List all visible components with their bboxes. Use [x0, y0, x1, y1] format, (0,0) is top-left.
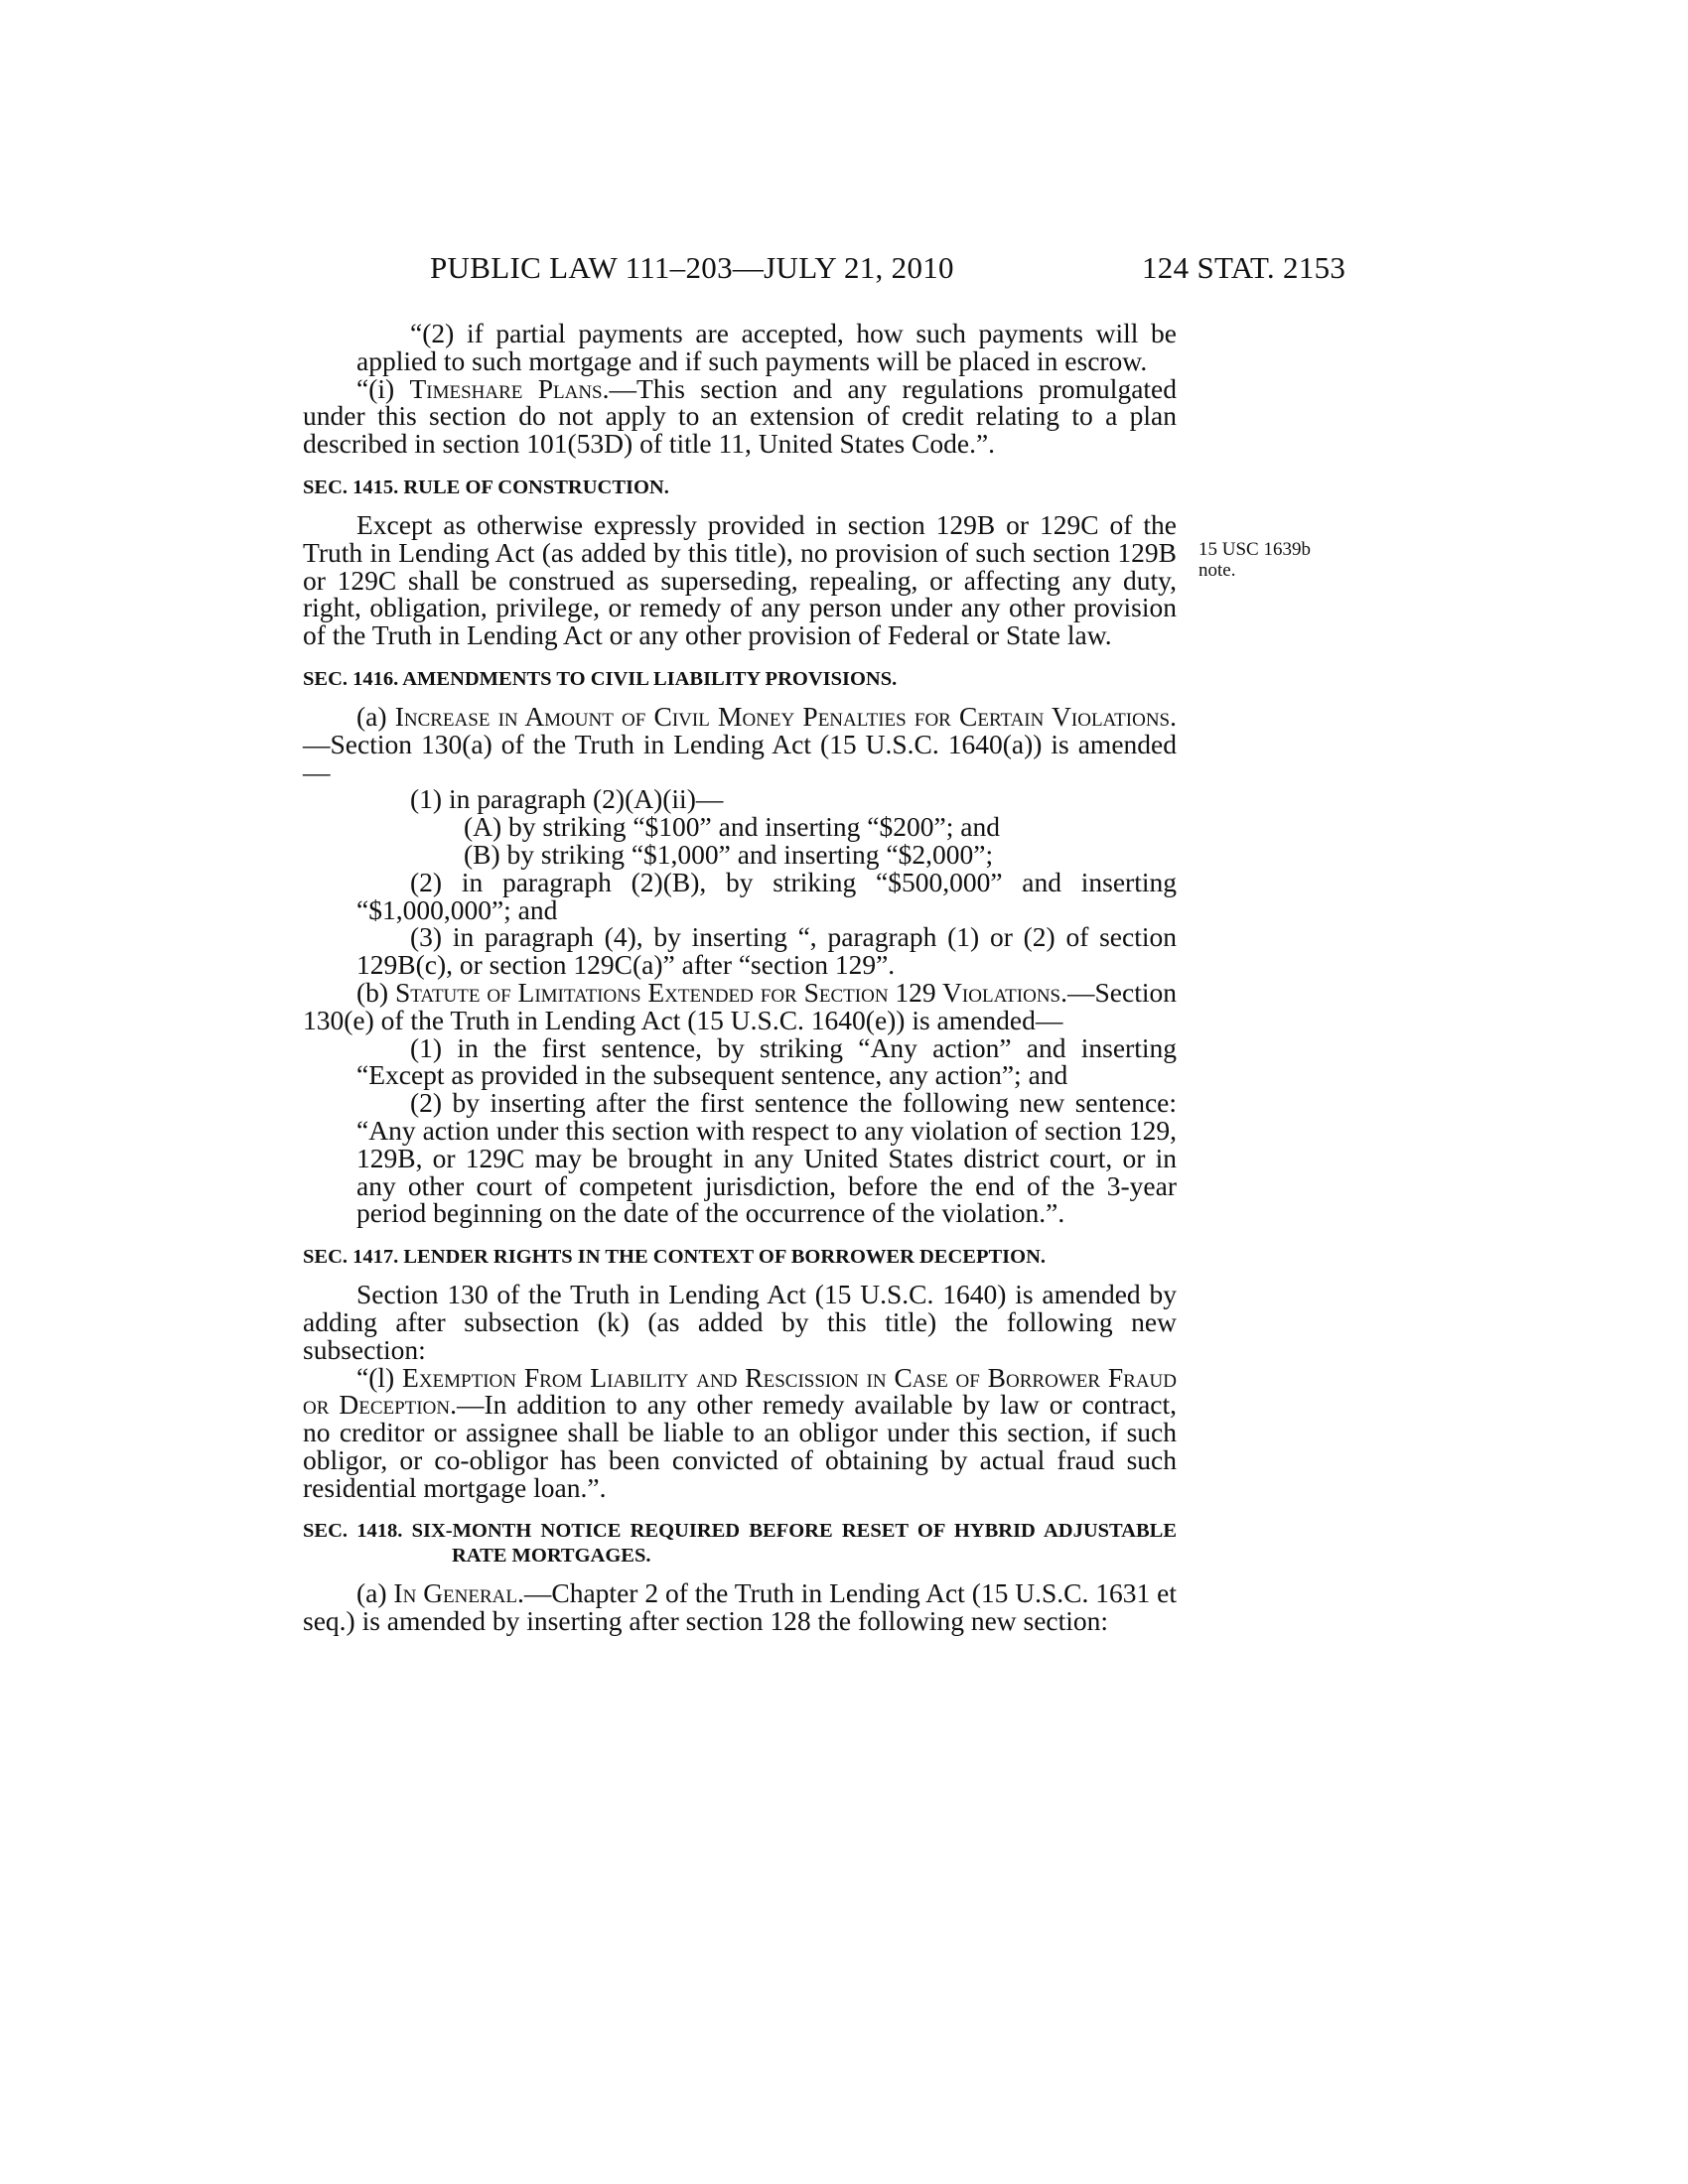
margin-citation-note — [1198, 539, 1377, 581]
paragraph: “(i) Timeshare Plans.—This section and any regulations promulgated under this section do not apply to an extension of credit relating to a plan described in section 101(53D) of title 11, United States Code.”. — [303, 372, 1177, 460]
paragraph: (1) in paragraph (2)(A)(ii)— — [410, 783, 724, 815]
paragraph-heading: Increase in Amount of Civil Money Penalties for Certain Violations — [394, 700, 1171, 732]
paragraph: (A) by striking “$100” and inserting “$200”; and — [464, 811, 1000, 843]
section-heading: SEC. 1416. AMENDMENTS TO CIVIL LIABILITY PROVISIONS. — [303, 667, 898, 690]
paragraph: (a) Increase in Amount of Civil Money Penalties for Certain Violations.—Section 130(a) of the Truth in Lending Act (15 U.S.C. 1640(a)) is amended— — [303, 700, 1177, 787]
paragraph: (2) by inserting after the first sentence the following new sentence: “Any action under this section with respect to any violation of section 129, 129B, or 129C may be brought in any United States district court, or in any other court of competent jurisdiction, before the end of the 3-year period beginning on the date of the occurrence of the violation.”. — [356, 1087, 1177, 1229]
body-text-column — [303, 320, 1177, 1635]
paragraph: “(l) Exemption From Liability and Rescission in Case of Borrower Fraud or Deception.—In addition to any other remedy available by law or contract, no creditor or assignee shall be liable to an obligor under this section, if such obligor, or co-obligor has been convicted of obtaining by actual fraud such residential mortgage loan.”. — [303, 1361, 1178, 1503]
running-header-stat-page: 124 STAT. 2153 — [1142, 250, 1346, 285]
section-heading: SEC. 1418. SIX-MONTH NOTICE REQUIRED BEFORE RESET OF HYBRID ADJUSTABLE RATE MORTGAGES. — [303, 1520, 1177, 1568]
paragraph-heading: In General — [393, 1577, 517, 1609]
paragraph-heading: Timeshare Plans — [409, 372, 603, 404]
paragraph: (1) in the first sentence, by striking “Any action” and inserting “Except as provided in the subsequent sentence, any action”; and — [356, 1031, 1177, 1091]
paragraph: (3) in paragraph (4), by inserting “, paragraph (1) or (2) of section 129B(c), or section 129C(a)” after “section 129”. — [356, 921, 1177, 981]
paragraph: (2) in paragraph (2)(B), by striking “$500,000” and inserting “$1,000,000”; and — [356, 866, 1177, 925]
paragraph: Except as otherwise expressly provided in section 129B or 129C of the Truth in Lending Act (as added by this title), no provision of such section 129B or 129C shall be construed as superseding, repealing, or affecting any duty, right, obligation, privilege, or remedy of any person under any other provision of the Truth in Lending Act or any other provision of Federal or State law. — [303, 508, 1177, 651]
running-header-title: PUBLIC LAW 111–203—JULY 21, 2010 — [430, 250, 954, 285]
paragraph: (B) by striking “$1,000” and inserting “$2,000”; — [464, 838, 994, 870]
section-heading: SEC. 1417. LENDER RIGHTS IN THE CONTEXT OF BORROWER DECEPTION. — [303, 1246, 1047, 1269]
margin-note-line: note. — [1198, 560, 1236, 581]
paragraph-heading: Statute of Limitations Extended for Section 129 Violations — [394, 976, 1061, 1008]
paragraph: (b) Statute of Limitations Extended for Section 129 Violations.—Section 130(e) of the Truth in Lending Act (15 U.S.C. 1640(e)) is amended— — [303, 976, 1177, 1035]
section-heading: SEC. 1415. RULE OF CONSTRUCTION. — [303, 476, 669, 498]
margin-note-line: 15 USC 1639b — [1198, 539, 1311, 560]
paragraph: Section 130 of the Truth in Lending Act (15 U.S.C. 1640) is amended by adding after subsection (k) (as added by this title) the following new subsection: — [303, 1279, 1177, 1365]
paragraph: (a) In General.—Chapter 2 of the Truth in Lending Act (15 U.S.C. 1631 et seq.) is amended by inserting after section 128 the following new section: — [303, 1577, 1177, 1637]
paragraph: “(2) if partial payments are accepted, how such payments will be applied to such mortgage and if such payments will be placed in escrow. — [356, 318, 1177, 376]
paragraph-heading: Exemption From Liability and Rescission in Case of Borrower Fraud or Deception — [303, 1361, 1178, 1421]
